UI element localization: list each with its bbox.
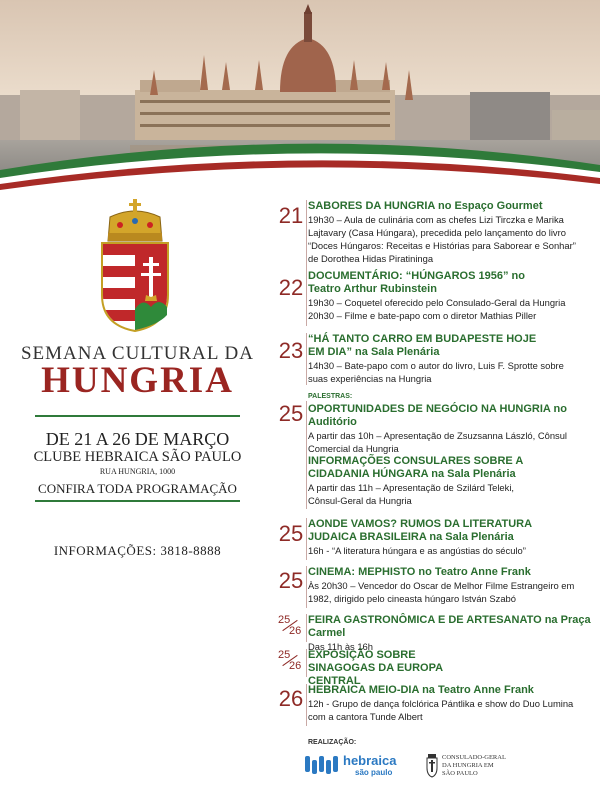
event-line: 1982, dirigido pelo cineasta húngaro István Szabó <box>308 593 516 604</box>
event-title: DOCUMENTÁRIO: “HÚNGAROS 1956” <box>308 270 509 282</box>
event-day-end: 26 <box>289 660 302 672</box>
event-title: SABORES DA HUNGRIA <box>308 200 435 212</box>
event-day: 22 <box>278 275 304 300</box>
event-title: FEIRA GASTRONÔMICA E DE ARTESANATO <box>308 614 542 626</box>
event-title: OPORTUNIDADES DE NEGÓCIO NA HUNGRIA <box>308 403 551 415</box>
consulado-line2: DA HUNGRIA EM <box>442 762 494 769</box>
info-phone: INFORMAÇÕES: 3818-8888 <box>53 543 222 558</box>
event-line: “Doces Húngaros: Receitas e Histórias para Saborear e Sonhar” <box>308 240 576 251</box>
hungarian-coat-of-arms-icon <box>98 197 172 333</box>
event-line: suas experiências na Hungria <box>308 373 432 384</box>
event-title: CINEMA: MEPHISTO <box>308 566 416 578</box>
event-venue: na Sala Plenária <box>426 531 514 543</box>
event-day-end: 26 <box>289 625 302 637</box>
divider-top <box>35 415 240 417</box>
event-venue: no Teatro Anne Frank <box>415 566 531 578</box>
consulado-crest-icon <box>425 752 439 778</box>
event-line: 20h30 – Filme e bate-papo com o diretor Mathias Piller <box>308 310 537 321</box>
event-day-start: 25 <box>278 614 291 626</box>
event-line: 19h30 – Coquetel oferecido pelo Consulado-Geral da Hungria <box>308 297 566 308</box>
event-day: 25 <box>278 401 304 426</box>
event-line: 19h30 – Aula de culinária com as chefes Lizi Tirczka e Marika <box>308 214 564 225</box>
header-photo <box>0 0 600 200</box>
event-line: Às 20h30 – Vencedor do Oscar de Melhor Filme Estrangeiro em <box>308 580 575 591</box>
cta-program: CONFIRA TODA PROGRAMAÇÃO <box>38 481 237 496</box>
hebraica-logo <box>305 752 401 778</box>
event-line: 14h30 – Bate-papo com o autor do livro, Luis F. Sprotte sobre <box>308 360 564 371</box>
event-venue: na Praça Carmel <box>308 614 591 639</box>
event-line: A partir das 10h – Apresentação de Zsuzsanna László, Cônsul <box>308 430 568 441</box>
event-line: Comercial da Hungria <box>308 443 399 454</box>
event-line: 16h - “A literatura húngara e as angústias do século” <box>308 545 526 556</box>
event-venue: na Teatro Anne Frank <box>419 684 534 696</box>
hebraica-sub: são paulo <box>355 768 393 777</box>
event-day: 26 <box>278 686 304 711</box>
event-line: 12h - Grupo de dança folclórica Pántlika e show do Duo Lumina <box>308 698 574 709</box>
event-day: 23 <box>278 338 304 363</box>
event-line: Das 11h às 16h <box>308 641 373 652</box>
event-day-start: 25 <box>278 649 291 661</box>
divider <box>306 270 307 326</box>
divider <box>306 401 307 509</box>
event-title: AONDE VAMOS? RUMOS DA LITERATURA JUDAICA BRASILEIRA <box>308 518 532 543</box>
divider <box>306 566 307 608</box>
dates: DE 21 A 26 DE MARÇO <box>45 429 230 449</box>
divider <box>306 200 307 270</box>
hebraica-name: hebraica <box>343 753 397 768</box>
event-day-range <box>277 649 305 673</box>
venue: CLUBE HEBRAICA SÃO PAULO <box>33 449 242 465</box>
divider <box>306 684 307 726</box>
divider <box>306 614 307 642</box>
event-line: de Dorothea Hidas Piratininga <box>308 253 434 264</box>
title-big: HUNGRIA <box>41 360 234 401</box>
event-line: Lajtavary (Casa Húngara), precedida pelo lançamento do livro <box>308 227 566 238</box>
consulado-line3: SÃO PAULO <box>442 770 478 777</box>
left-panel <box>0 195 275 595</box>
consulado-line1: CONSULADO-GERAL <box>442 754 506 761</box>
divider-bottom <box>35 500 240 502</box>
consulado-logo <box>425 752 535 780</box>
event-title: EXPOSIÇÃO SOBRE SINAGOGAS DA EUROPA CENTRAL <box>308 649 443 687</box>
event-title: “HÁ TANTO CARRO EM BUDAPESTE HOJE EM DIA” <box>308 333 537 358</box>
address: RUA HUNGRIA, 1000 <box>99 467 176 476</box>
event-day: 21 <box>278 203 304 228</box>
event-day-range <box>277 614 305 638</box>
event-venue: no Espaço Gourmet <box>434 200 543 212</box>
event-line: com a cantora Tunde Albert <box>308 711 423 722</box>
event-venue: no Auditório <box>308 403 567 428</box>
realizacao-label: REALIZAÇÃO: <box>308 739 357 746</box>
divider <box>306 649 307 677</box>
event-tag: PALESTRAS: <box>308 393 353 400</box>
event-title: INFORMAÇÕES CONSULARES SOBRE A CIDADANIA HÚNGARA <box>308 455 523 480</box>
event-title: HEBRAICA MEIO-DIA <box>308 684 420 696</box>
divider <box>306 333 307 385</box>
event-line: Cônsul-Geral da Hungria <box>308 495 412 506</box>
event-line: A partir das 11h – Apresentação de Szilárd Teleki, <box>308 482 515 493</box>
title-small: SEMANA CULTURAL DA <box>20 343 254 364</box>
event-day: 25 <box>278 521 304 546</box>
event-venue: na Sala Plenária <box>428 468 516 480</box>
event-day: 25 <box>278 568 304 593</box>
divider <box>306 518 307 560</box>
event-venue: na Sala Plenária <box>352 346 440 358</box>
event-venue: no Teatro Arthur Rubinstein <box>308 270 525 295</box>
